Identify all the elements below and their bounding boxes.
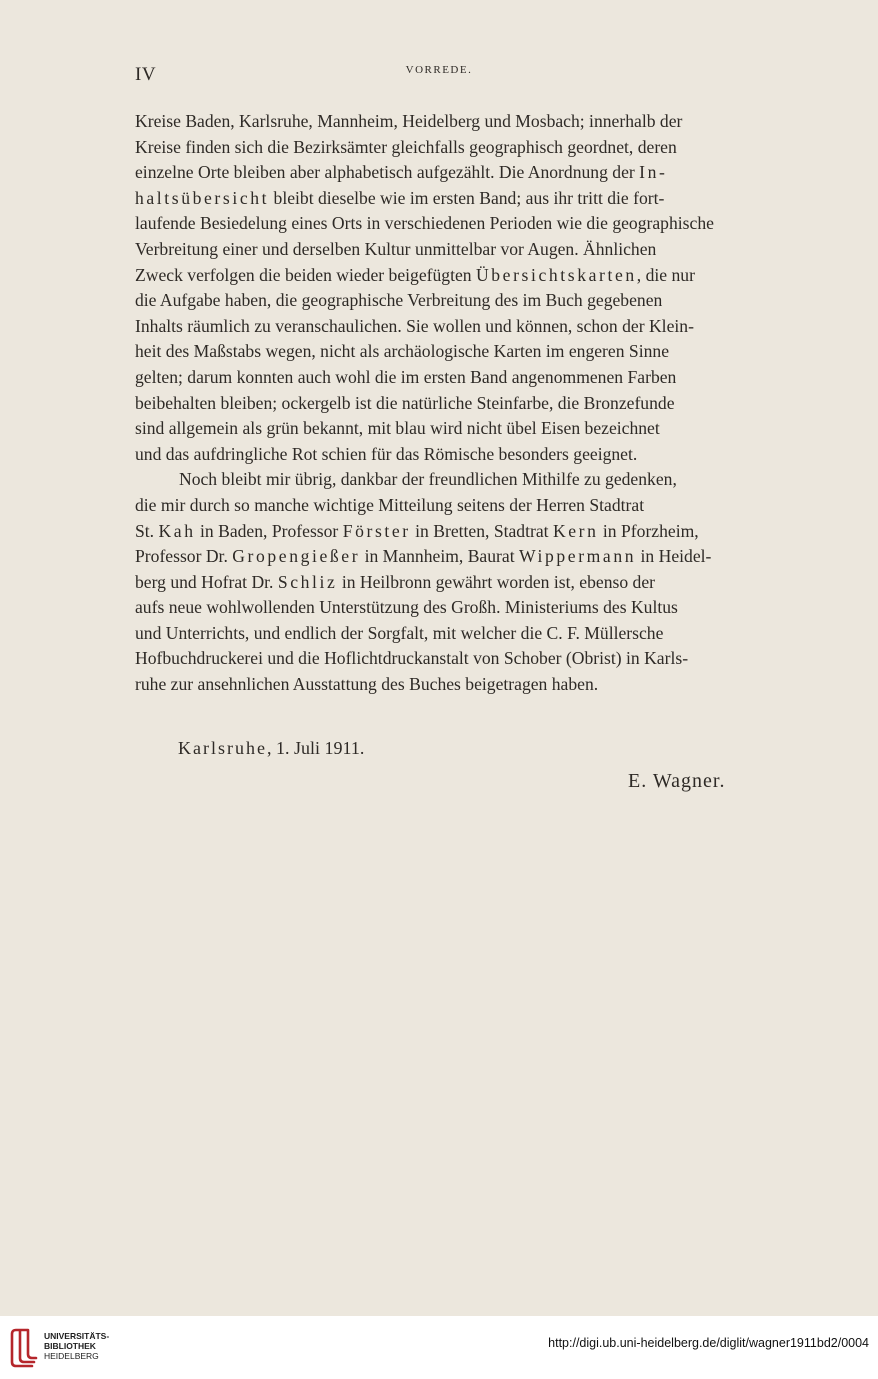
text-segment: und das aufdringliche Rot schien für das Römische besonders geeignet. (135, 443, 638, 464)
text-segment: in Bretten, Stadtrat (410, 520, 553, 541)
spaced-name: haltsübersicht (135, 187, 270, 208)
text-segment: heit des Maßstabs wegen, nicht als archäologische Karten im engeren Sinne (135, 341, 669, 362)
text-line (135, 519, 815, 545)
text-segment: aufs neue wohlwollenden Unterstützung des Großh. Ministeriums des Kultus (135, 597, 678, 618)
text-segment: Noch bleibt mir übrig, dankbar der freundlichen Mithilfe zu gedenken, (179, 469, 677, 490)
text-line (135, 186, 815, 212)
spaced-name: Kern (552, 520, 599, 541)
text-line (135, 570, 815, 596)
text-line (135, 288, 815, 314)
text-line (135, 493, 815, 519)
text-segment: Inhalts räumlich zu veranschaulichen. Sie wollen und können, schon der Klein- (135, 315, 694, 336)
text-segment: , die nur (636, 264, 695, 285)
text-segment: die Aufgabe haben, die geographische Verbreitung des im Buch gegebenen (135, 290, 663, 311)
text-segment: St. (135, 520, 159, 541)
running-head: VORREDE. (405, 64, 473, 76)
text-segment: sind allgemein als grün bekannt, mit blau wird nicht übel Eisen bezeichnet (135, 418, 660, 439)
text-line (135, 416, 815, 442)
text-segment: Kreise Baden, Karlsruhe, Mannheim, Heidelberg und Mosbach; innerhalb der (135, 111, 683, 131)
text-line (135, 237, 815, 263)
text-line (135, 135, 815, 161)
text-segment: Verbreitung einer und derselben Kultur unmittelbar vor Augen. Ähnlichen (135, 238, 657, 259)
logo-line-2: BIBLIOTHEK (44, 1341, 96, 1351)
text-line (135, 211, 815, 237)
text-segment: bleibt dieselbe wie im ersten Band; aus ihr tritt die fort- (269, 187, 665, 208)
text-segment: Professor Dr. (135, 546, 233, 567)
closing-place: Karlsruhe (178, 738, 267, 758)
spaced-name: Wippermann (519, 546, 637, 567)
text-line (135, 160, 815, 186)
library-logo-icon (8, 1326, 38, 1370)
text-line (135, 314, 815, 340)
text-line (135, 391, 815, 417)
text-line (135, 672, 815, 698)
page-number: IV (135, 64, 157, 85)
text-line (135, 467, 815, 493)
text-line (135, 263, 815, 289)
text-line (135, 442, 815, 468)
text-segment: in Pforzheim, (598, 520, 699, 541)
logo-line-3: HEIDELBERG (44, 1351, 99, 1361)
spaced-name: Förster (342, 520, 411, 541)
text-line (135, 646, 815, 672)
closing-place-date (178, 738, 364, 759)
spaced-name: Schliz (277, 571, 338, 592)
text-line (135, 109, 815, 135)
text-segment: in Heidel- (636, 546, 712, 567)
text-segment: Hofbuchdruckerei und die Hoflichtdruckanstalt von Schober (Obrist) in Karls- (135, 648, 689, 669)
text-segment: beibehalten bleiben; ockergelb ist die natürliche Steinfarbe, die Bronzefunde (135, 392, 675, 413)
text-segment: laufende Besiedelung eines Orts in verschiedenen Perioden wie die geographische (135, 213, 714, 234)
footer-bar (0, 1316, 878, 1379)
logo-line-1: UNIVERSITÄTS- (44, 1331, 110, 1341)
text-line (135, 365, 815, 391)
text-segment: in Baden, Professor (195, 520, 343, 541)
text-segment: Kreise finden sich die Bezirksämter gleichfalls geographisch geordnet, deren (135, 136, 677, 157)
text-segment: einzelne Orte bleiben aber alphabetisch aufgezählt. Die Anordnung der (135, 162, 640, 183)
text-segment: gelten; darum konnten auch wohl die im ersten Band angenommenen Farben (135, 366, 677, 387)
text-segment: ruhe zur ansehnlichen Ausstattung des Buches beigetragen haben. (135, 674, 599, 695)
closing-date: , 1. Juli 1911. (266, 738, 365, 758)
text-line (135, 339, 815, 365)
body-text (135, 109, 815, 698)
text-line (135, 621, 815, 647)
text-segment: in Heilbronn gewährt worden ist, ebenso der (337, 571, 656, 592)
text-segment: Zweck verfolgen die beiden wieder beigefügten (135, 264, 476, 285)
permalink-url[interactable]: http://digi.ub.uni-heidelberg.de/diglit/wagner1911bd2/0004 (548, 1336, 869, 1350)
spaced-name: In- (639, 162, 668, 183)
signature: E. Wagner. (628, 770, 726, 792)
text-line (135, 544, 815, 570)
text-segment: in Mannheim, Baurat (360, 546, 519, 567)
library-logo-text (44, 1331, 109, 1361)
text-segment: und Unterrichts, und endlich der Sorgfalt, mit welcher die C. F. Müllersche (135, 622, 664, 643)
text-segment: die mir durch so manche wichtige Mitteilung seitens der Herren Stadtrat (135, 494, 645, 515)
text-segment: berg und Hofrat Dr. (135, 571, 278, 592)
spaced-name: Gropengießer (232, 546, 361, 567)
spaced-name: Übersichtskarten (475, 264, 637, 285)
spaced-name: Kah (158, 520, 196, 541)
text-line (135, 595, 815, 621)
